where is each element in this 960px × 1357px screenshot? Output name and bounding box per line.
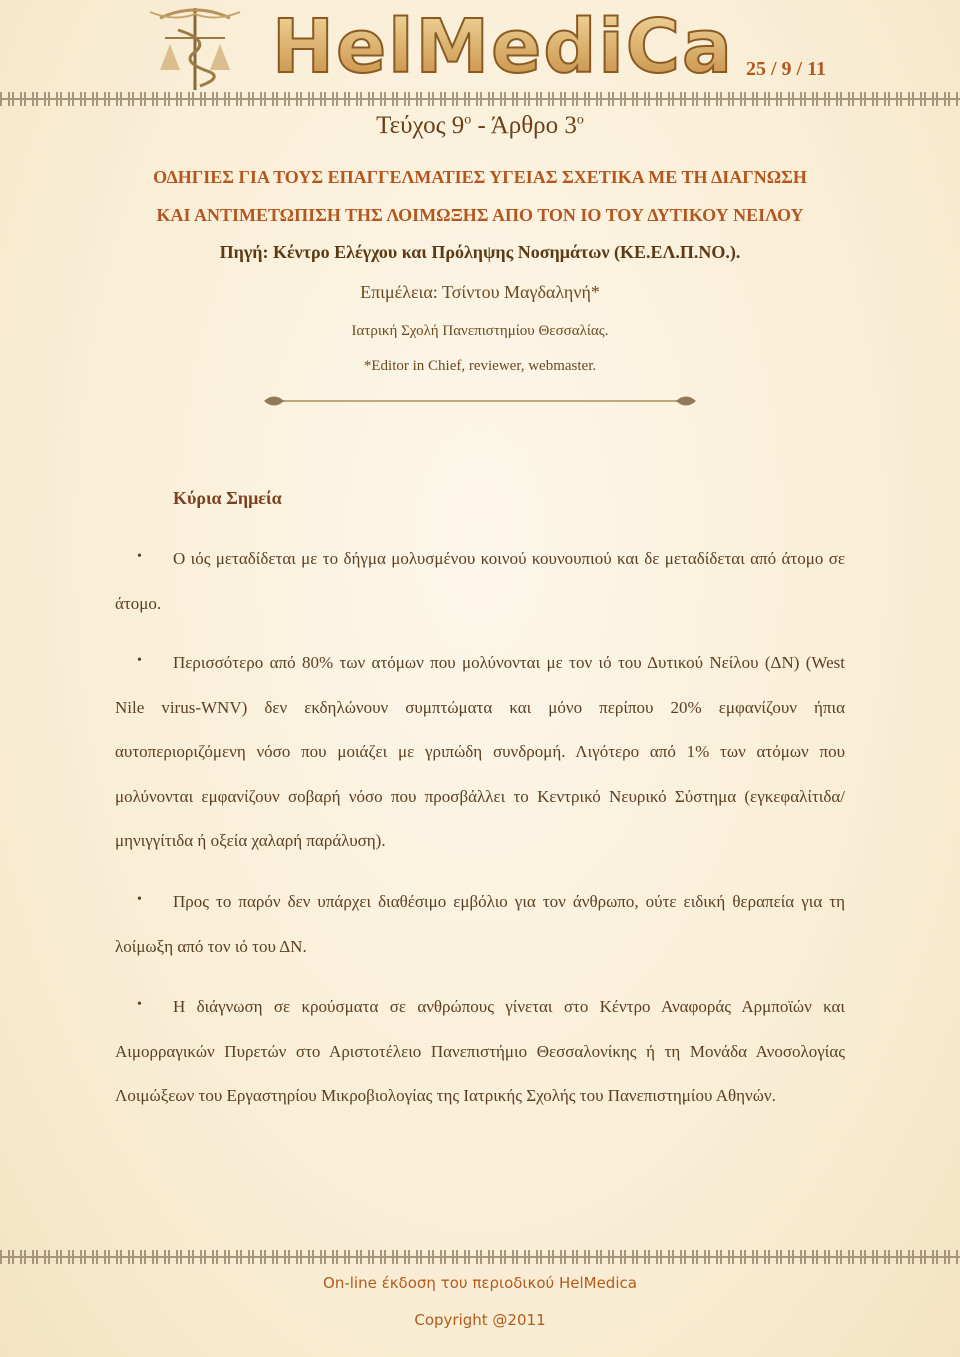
bullet-icon: • [137, 892, 142, 907]
helmedica-logo [258, 2, 748, 88]
bullet-icon: • [137, 653, 142, 668]
editor-role: *Editor in Chief, reviewer, webmaster. [363, 358, 597, 374]
article-source: Πηγή: Κέντρο Ελέγχου και Πρόληψης Νοσημάτων (ΚΕ.ΕΛ.Π.ΝΟ.). [219, 242, 741, 262]
editor-affiliation: Ιατρική Σχολή Πανεπιστημίου Θεσσαλίας. [351, 323, 609, 339]
footer-copyright: Copyright @2011 [414, 1311, 546, 1329]
decorative-divider-icon [262, 392, 698, 410]
caduceus-emblem-icon [140, 0, 250, 92]
issue-heading: Τεύχος $9^o$ - Άρθρο $3^o$ [376, 112, 584, 139]
greek-key-border-top [0, 92, 960, 106]
bullet-icon: • [137, 997, 142, 1012]
greek-key-border-bottom [0, 1250, 960, 1264]
footer-online-edition: On-line έκδοση του περιοδικού HelMedica [323, 1274, 637, 1292]
article-title-line-2: ΚΑΙ ΑΝΤΙΜΕΤΩΠΙΣΗ ΤΗΣ ΛΟΙΜΩΞΗΣ ΑΠΟ ΤΟΝ ΙΟ ΤΟΥ ΔΥΤΙΚΟΥ ΝΕΙΛΟΥ [156, 205, 804, 225]
article-editor: Επιμέλεια: Τσίντου Μαγδαληνή* [360, 282, 600, 302]
key-point-4: Η διάγνωση σε κρούσματα σε ανθρώπους γίνεται στο Κέντρο Αναφοράς Αρμποϊών και Αιμορραγικών Πυρετών στο Αριστοτέλειο Πανεπιστήμιο Θεσσαλονίκης ή τη Μονάδα Ανοσολογίας Λοιμώξεων του Εργαστηρίου Μικροβιολογίας της Ιατρικής Σχολής του Πανεπιστημίου Αθηνών. [115, 997, 845, 1105]
article-title-line-1: ΟΔΗΓΙΕΣ ΓΙΑ ΤΟΥΣ ΕΠΑΓΓΕΛΜΑΤΙΕΣ ΥΓΕΙΑΣ ΣΧΕΤΙΚΑ ΜΕ ΤΗ ΔΙΑΓΝΩΣΗ [153, 167, 807, 187]
logo-text: HelMediCa [272, 4, 734, 88]
key-point-2: Περισσότερο από 80% των ατόμων που μολύνονται με τον ιό του Δυτικού Νείλου (ΔΝ) (West Nile virus-WNV) δεν εκδηλώνουν συμπτώματα και μόνο περίπου 20% εμφανίζουν ήπια αυτοπεριοριζόμενη νόσο που μοιάζει με γριπώδη συνδρομή. Λιγότερο από 1% των ατόμων που μολύνονται εμφανίζουν σοβαρή νόσο που προσβάλλει το Κεντρικό Νευρικό Σύστημα (εγκεφαλίτιδα/μηνιγγίτιδα ή οξεία χαλαρή παράλυση). [115, 653, 845, 850]
issue-date: 25 / 9 / 11 [745, 58, 826, 80]
key-point-3: Προς το παρόν δεν υπάρχει διαθέσιμο εμβόλιο για τον άνθρωπο, ούτε ειδική θεραπεία για τη λοίμωξη από τον ιό του ΔΝ. [115, 892, 845, 956]
bullet-icon: • [137, 549, 142, 564]
section-title-key-points: Κύρια Σημεία [173, 488, 282, 508]
key-point-1: Ο ιός μεταδίδεται με το δήγμα μολυσμένου κοινού κουνουπιού και δε μεταδίδεται από άτομο σε άτομο. [115, 549, 845, 613]
